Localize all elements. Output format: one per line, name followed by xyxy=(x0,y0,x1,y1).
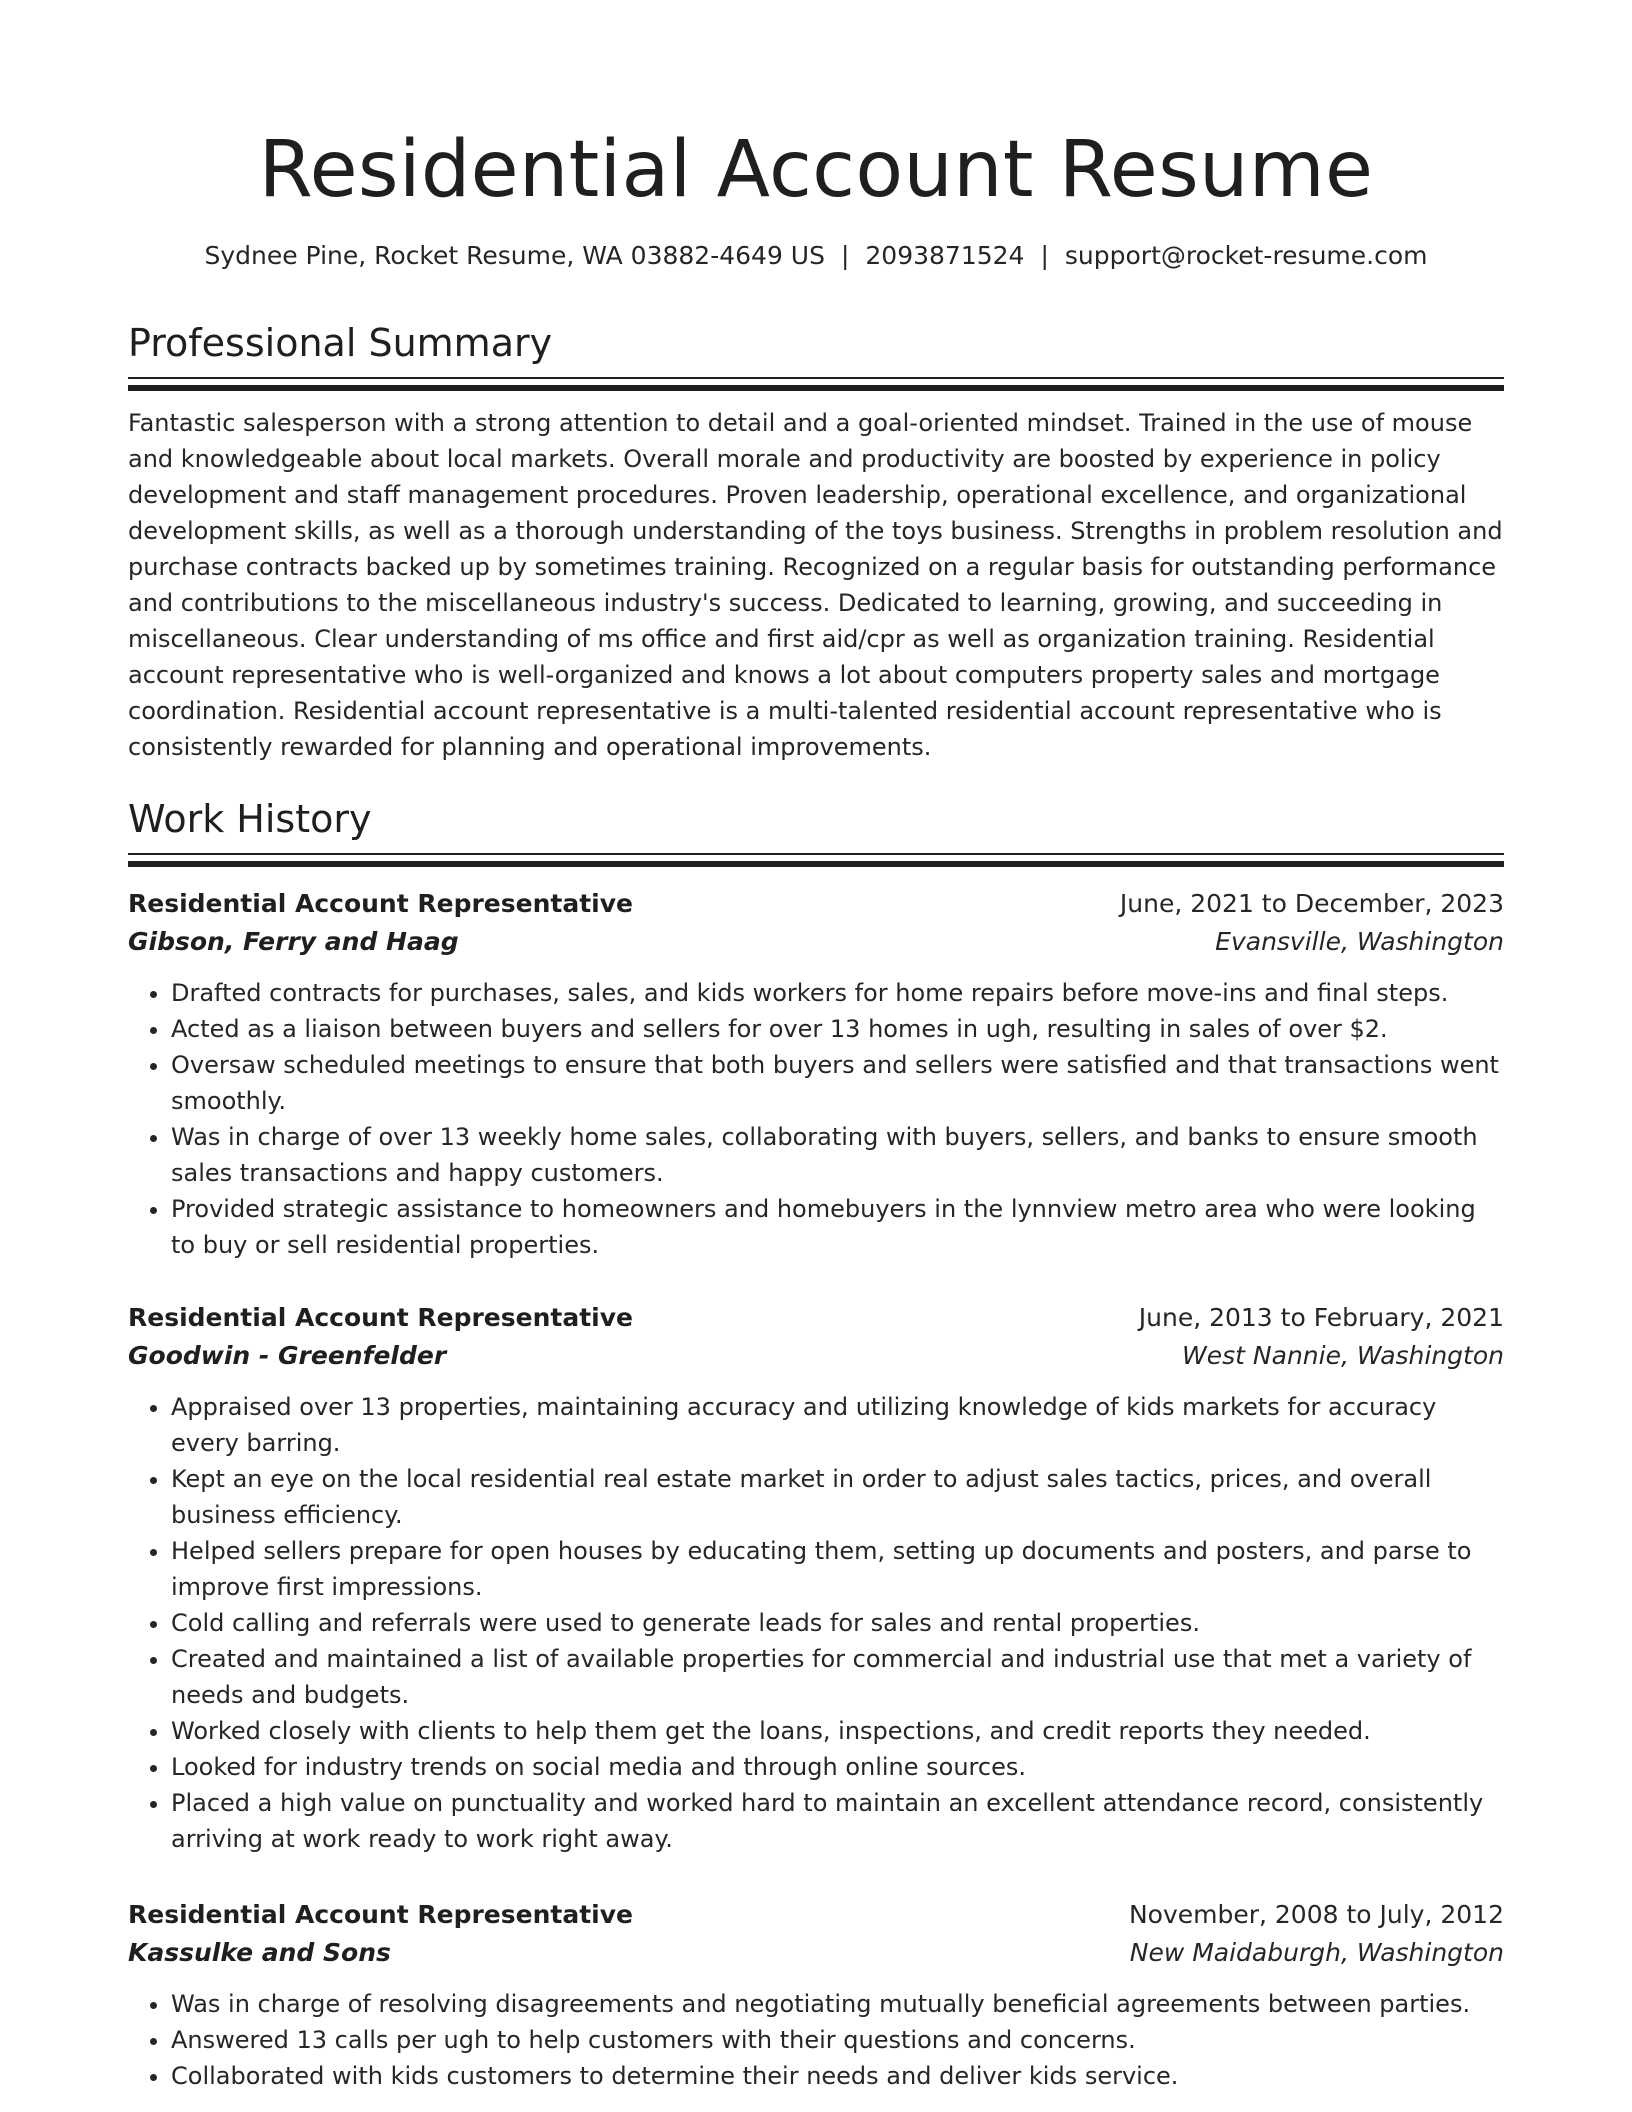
job-bullet: • Worked closely with clients to help them get the loans, inspections, and credit reports they needed. xyxy=(171,1713,1504,1749)
job-bullet: • Was in charge of resolving disagreements and negotiating mutually beneficial agreements between parties. xyxy=(171,1986,1504,2022)
section-divider xyxy=(128,853,1504,867)
section-divider xyxy=(128,377,1504,391)
job-company: Gibson, Ferry and Haag xyxy=(128,927,459,956)
job-bullet-list xyxy=(128,1389,1504,1857)
job-bullet: • Provided strategic assistance to homeowners and homebuyers in the lynnview metro area who were looking to buy or sell residential properties. xyxy=(171,1191,1504,1263)
job-bullet-list xyxy=(128,1986,1504,2094)
job-entry xyxy=(128,1896,1504,2094)
job-header xyxy=(128,1299,1504,1337)
contact-email: support@rocket-resume.com xyxy=(1064,241,1428,270)
job-dates: November, 2008 to July, 2012 xyxy=(1128,1900,1504,1929)
contact-phone: 2093871524 xyxy=(865,241,1025,270)
job-subheader xyxy=(128,1337,1504,1375)
section-heading-professional-summary: Professional Summary xyxy=(128,321,553,365)
contact-separator: | xyxy=(840,241,850,270)
job-title: Residential Account Representative xyxy=(128,889,633,918)
job-dates: June, 2021 to December, 2023 xyxy=(1119,889,1504,918)
document-title: Residential Account Resume xyxy=(258,125,1374,215)
section-heading-work-history: Work History xyxy=(128,797,372,841)
contact-address: Sydnee Pine, Rocket Resume, WA 03882-4649 US xyxy=(204,241,825,270)
job-bullet: • Oversaw scheduled meetings to ensure that both buyers and sellers were satisfied and that transactions went smoothly. xyxy=(171,1047,1504,1119)
job-header xyxy=(128,1896,1504,1934)
job-location: West Nannie, Washington xyxy=(1182,1341,1504,1370)
job-bullet: • Was in charge of over 13 weekly home sales, collaborating with buyers, sellers, and banks to ensure smooth sales transactions and happy customers. xyxy=(171,1119,1504,1191)
job-title: Residential Account Representative xyxy=(128,1303,633,1332)
job-company: Kassulke and Sons xyxy=(128,1938,391,1967)
job-bullet: • Drafted contracts for purchases, sales, and kids workers for home repairs before move-ins and final steps. xyxy=(171,975,1504,1011)
job-header xyxy=(128,885,1504,923)
job-subheader xyxy=(128,923,1504,961)
job-location: New Maidaburgh, Washington xyxy=(1129,1938,1504,1967)
job-dates: June, 2013 to February, 2021 xyxy=(1138,1303,1504,1332)
job-bullet: • Placed a high value on punctuality and worked hard to maintain an excellent attendance record, consistently arriving at work ready to work right away. xyxy=(171,1785,1504,1857)
job-bullet: • Answered 13 calls per ugh to help customers with their questions and concerns. xyxy=(171,2022,1504,2058)
contact-line xyxy=(128,238,1504,274)
job-title: Residential Account Representative xyxy=(128,1900,633,1929)
job-bullet: • Created and maintained a list of available properties for commercial and industrial use that met a variety of needs and budgets. xyxy=(171,1641,1504,1713)
job-bullet: • Acted as a liaison between buyers and sellers for over 13 homes in ugh, resulting in sales of over $2. xyxy=(171,1011,1504,1047)
job-bullet: • Kept an eye on the local residential real estate market in order to adjust sales tactics, prices, and overall business efficiency. xyxy=(171,1461,1504,1533)
job-bullet: • Appraised over 13 properties, maintaining accuracy and utilizing knowledge of kids markets for accuracy every barring. xyxy=(171,1389,1504,1461)
job-entry xyxy=(128,885,1504,1263)
job-bullet-list xyxy=(128,975,1504,1263)
job-bullet: • Collaborated with kids customers to determine their needs and deliver kids service. xyxy=(171,2058,1504,2094)
job-bullet: • Cold calling and referrals were used to generate leads for sales and rental properties. xyxy=(171,1605,1504,1641)
job-company: Goodwin - Greenfelder xyxy=(128,1341,447,1370)
job-entry xyxy=(128,1299,1504,1857)
job-bullet: • Helped sellers prepare for open houses by educating them, setting up documents and posters, and parse to improve first impressions. xyxy=(171,1533,1504,1605)
job-location: Evansville, Washington xyxy=(1215,927,1504,956)
job-bullet: • Looked for industry trends on social media and through online sources. xyxy=(171,1749,1504,1785)
professional-summary-text: Fantastic salesperson with a strong attention to detail and a goal-oriented mindset. Trained in the use of mouse and knowledgeable about local markets. Overall morale and productivity are boosted by experience in policy development and staff management procedures. Proven leadership, operational excellence, and organizational development skills, as well as a thorough understanding of the toys business. Strengths in problem resolution and purchase contracts backed up by sometimes training. Recognized on a regular basis for outstanding performance and contributions to the miscellaneous industry's success. Dedicated to learning, growing, and succeeding in miscellaneous. Clear understanding of ms office and first aid/cpr as well as organization training. Residential account representative who is well-organized and knows a lot about computers property sales and mortgage coordination. Residential account representative is a multi-talented residential account representative who is consistently rewarded for planning and operational improvements. xyxy=(128,409,1503,761)
job-subheader xyxy=(128,1934,1504,1972)
contact-separator: | xyxy=(1040,241,1049,270)
